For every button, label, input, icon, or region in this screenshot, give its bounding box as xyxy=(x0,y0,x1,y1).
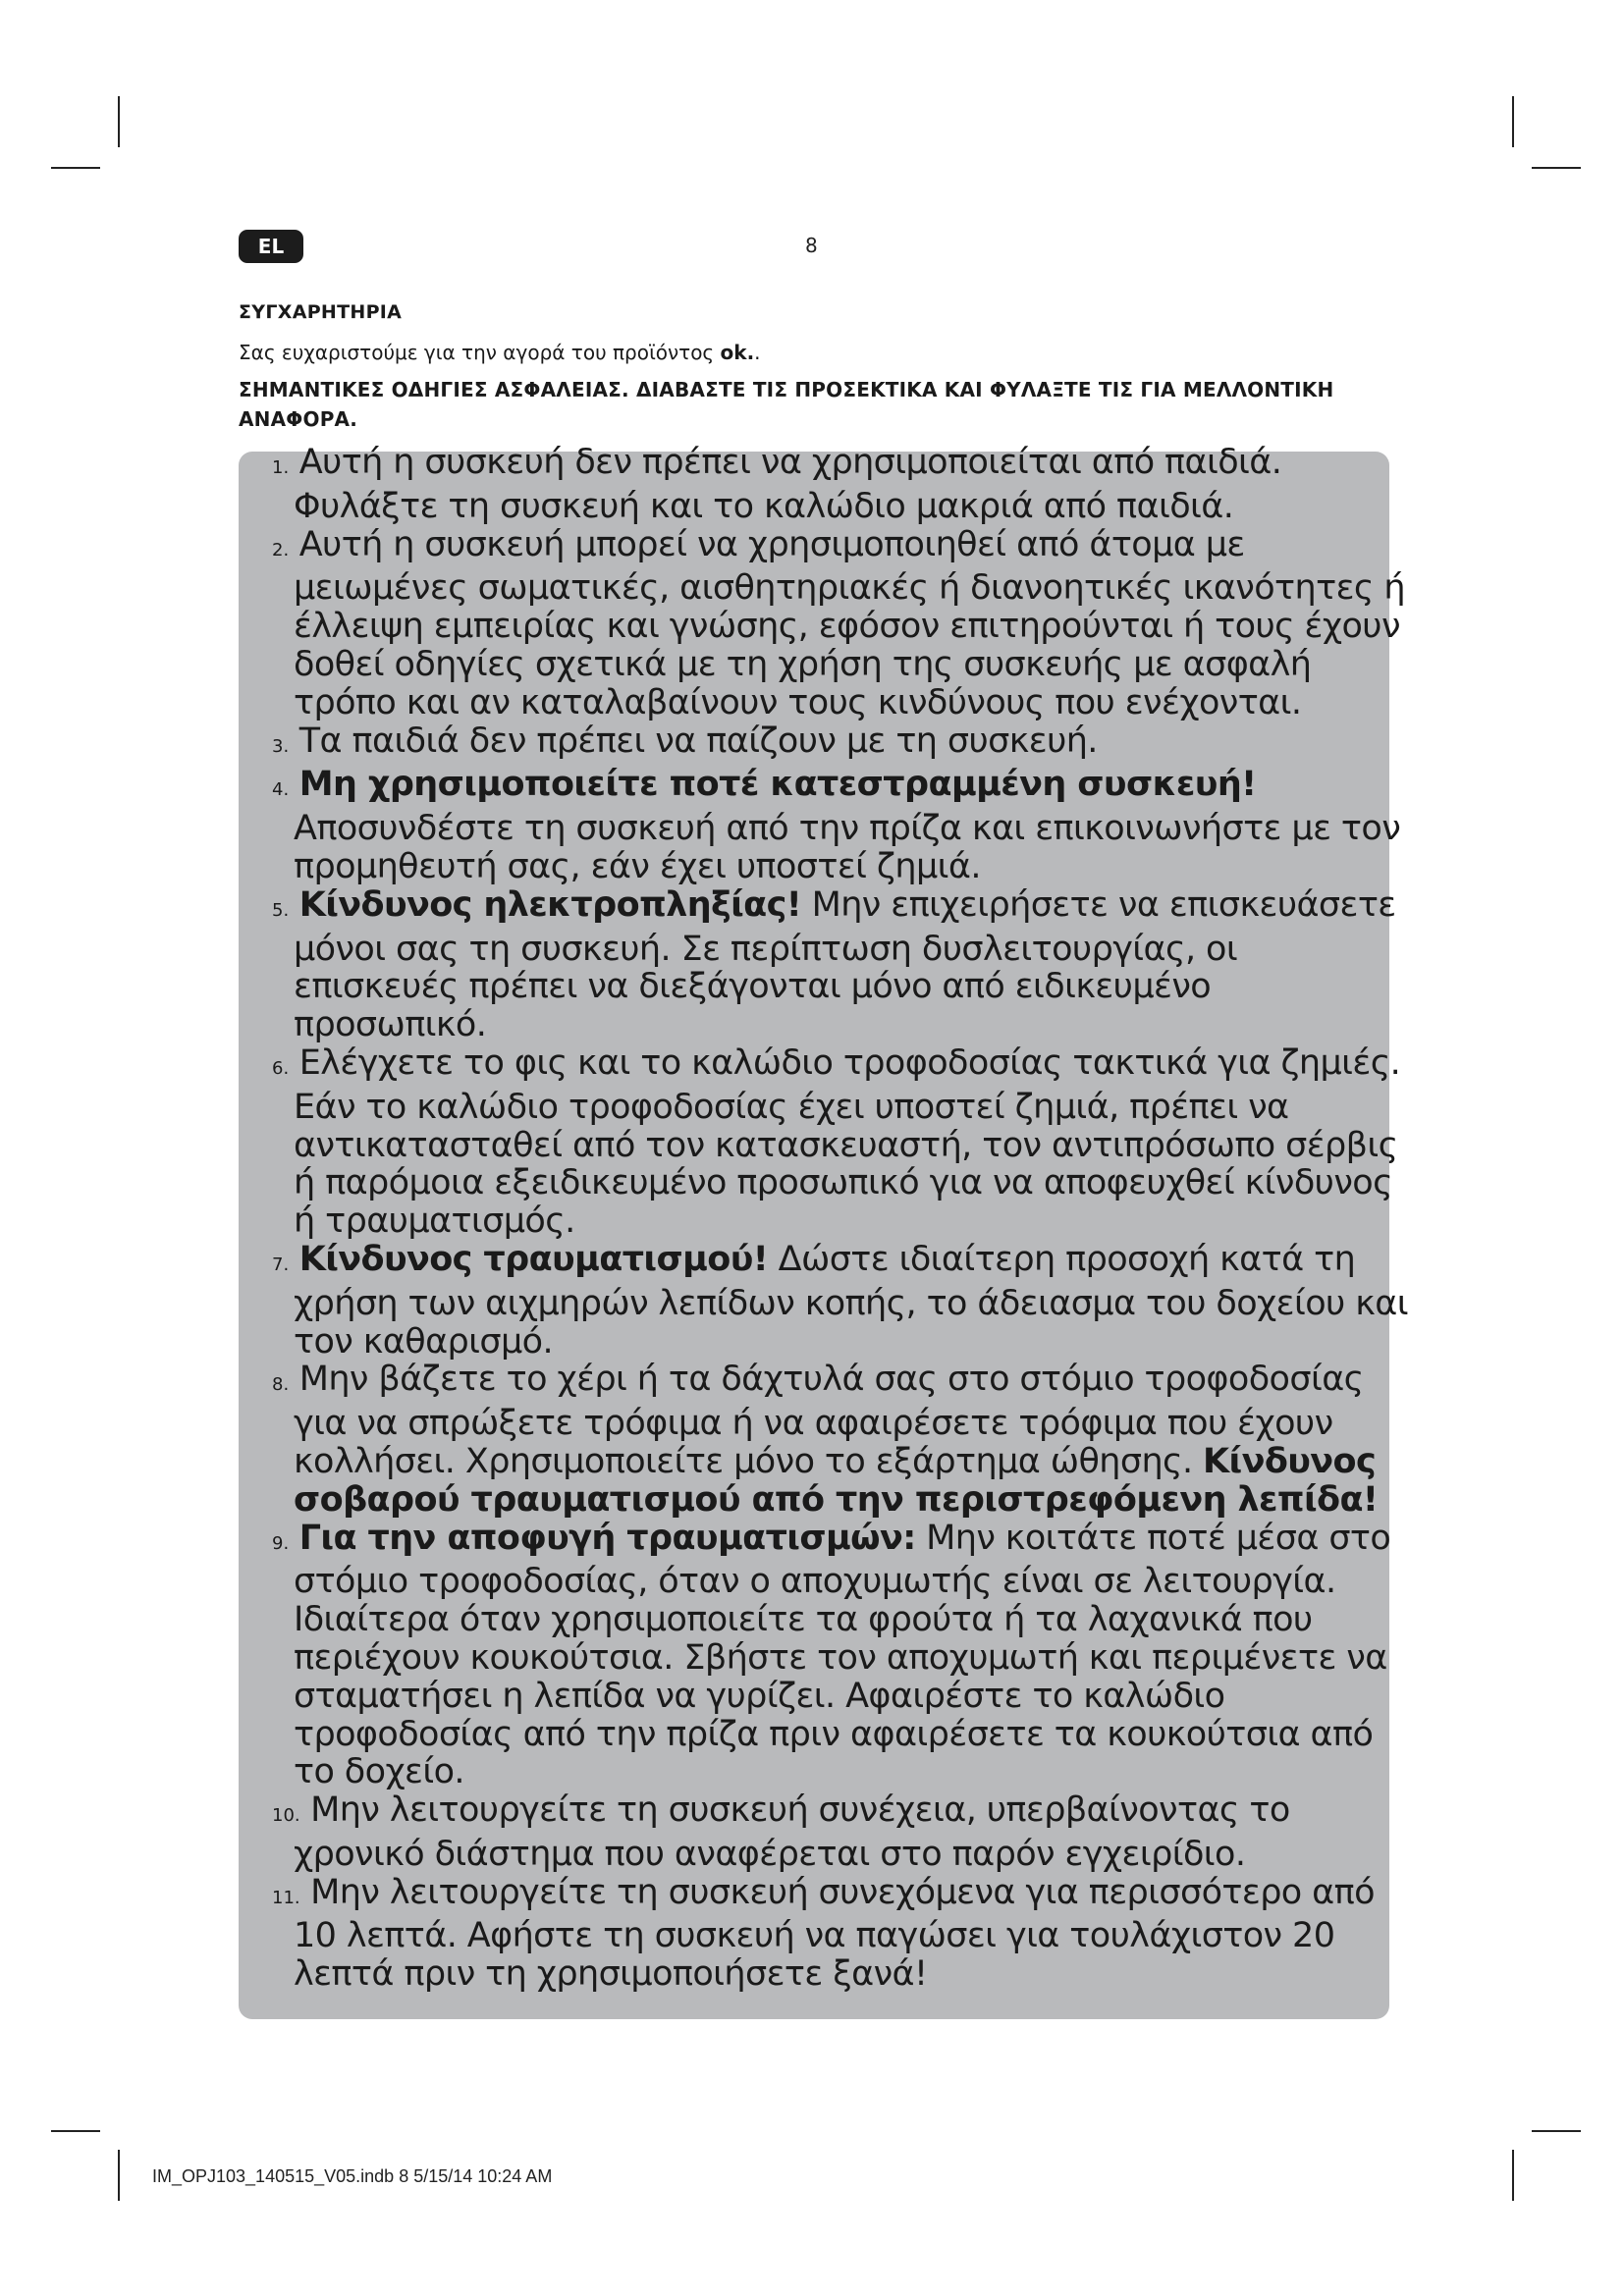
item-text: Μην επιχειρήσετε να επισκευάσετε μόνοι σας τη συσκευή. Σε περίπτωση δυσλειτουργίας, οι επισκευές πρέπει να διεξάγονται μόνο από ειδικευμένο προσωπικό. xyxy=(294,884,1396,1045)
safety-item xyxy=(239,1520,1412,1792)
safety-item xyxy=(239,1361,1412,1519)
crop-mark xyxy=(1532,167,1581,169)
item-body xyxy=(299,721,1098,761)
item-number: 4. xyxy=(272,779,290,801)
item-number: 6. xyxy=(272,1057,290,1079)
safety-item xyxy=(239,526,1412,722)
crop-mark xyxy=(1512,2150,1514,2201)
page-number: 8 xyxy=(805,234,818,257)
item-text: Δώστε ιδιαίτερη προσοχή κατά τη χρήση των αιχμηρών λεπίδων κοπής, το άδειασμα του δοχείου και τον καθαρισμό. xyxy=(294,1239,1408,1362)
safety-list xyxy=(239,444,1412,1994)
item-body xyxy=(294,1790,1290,1874)
item-body xyxy=(294,1519,1390,1792)
item-number: 3. xyxy=(272,735,290,757)
item-body xyxy=(294,1043,1400,1241)
item-body xyxy=(294,1873,1375,1995)
item-text: Μην λειτουργείτε τη συσκευή συνεχόμενα για περισσότερο από 10 λεπτά. Αφήστε τη συσκευή να παγώσει για τουλάχιστον 20 λεπτά πριν τη χρησιμοποιήσετε ξανά! xyxy=(294,1872,1375,1995)
item-text: Ελέγχετε το φις και το καλώδιο τροφοδοσίας τακτικά για ζημιές. Εάν το καλώδιο τροφοδοσίας έχει υποστεί ζημιά, πρέπει να αντικατασταθεί από τον κατασκευαστή, τον αντιπρόσωπο σέρβις ή παρόμοια εξειδικευμένο προσωπικό για να αποφευχθεί κίνδυνος ή τραυματισμός. xyxy=(294,1042,1401,1242)
item-text: Αυτή η συσκευή μπορεί να χρησιμοποιηθεί από άτομα με μειωμένες σωματικές, αισθητηριακές ή διανοητικές ικανότητες ή έλλειψη εμπειρίας και γνώσης, εφόσον επιτηρούνται ή τους έχουν δοθεί οδηγίες σχετικά με τη χρήση της συσκευής με ασφαλή τρόπο και αν καταλαβαίνουν τους κινδύνους που ενέχονται. xyxy=(294,524,1405,722)
thanks-line xyxy=(239,339,761,366)
safety-item xyxy=(239,1791,1412,1874)
thanks-end: . xyxy=(754,341,761,364)
item-body xyxy=(294,885,1396,1044)
item-body xyxy=(294,443,1281,526)
item-text: Αποσυνδέστε τη συσκευή από την πρίζα και επικοινωνήστε με τον προμηθευτή σας, εάν έχει υποστεί ζημιά. xyxy=(294,809,1401,886)
safety-item xyxy=(239,722,1412,767)
item-emphasis-after: Κίνδυνος σοβαρού τραυματισμού από την περιστρεφόμενη λεπίδα! xyxy=(294,1441,1379,1520)
item-number: 5. xyxy=(272,899,290,921)
safety-item xyxy=(239,1874,1412,1994)
item-text: Μην κοιτάτε ποτέ μέσα στο στόμιο τροφοδοσίας, όταν ο αποχυμωτής είναι σε λειτουργία. Ιδιαίτερα όταν χρησιμοποιείτε τα φρούτα ή τα λαχανικά που περιέχουν κουκούτσια. Σβήστε τον αποχυμωτή και περιμένετε να σταματήσει η λεπίδα να γυρίζει. Αφαιρέστε το καλώδιο τροφοδοσίας από την πρίζα πριν αφαιρέσετε τα κουκούτσια από το δοχείο. xyxy=(294,1518,1391,1792)
item-number: 11. xyxy=(272,1887,300,1908)
crop-mark xyxy=(118,2150,120,2201)
item-body xyxy=(294,1360,1378,1519)
brand-name: ok. xyxy=(720,341,755,364)
print-info: IM_OPJ103_140515_V05.indb 8 5/15/14 10:24 AM xyxy=(152,2166,553,2186)
safety-item xyxy=(239,1241,1412,1361)
crop-mark xyxy=(118,96,120,147)
item-body xyxy=(294,525,1405,722)
safety-warning: ΣΗΜΑΝΤΙΚΕΣ ΟΔΗΓΙΕΣ ΑΣΦΑΛΕΙΑΣ. ΔΙΑΒΑΣΤΕ ΤΙΣ ΠΡΟΣΕΚΤΙΚΑ ΚΑΙ ΦΥΛΑΞΤΕ ΤΙΣ ΓΙΑ ΜΕΛΛΟΝΤΙΚΗ ΑΝΑΦΟΡΑ. xyxy=(239,378,1334,431)
safety-item xyxy=(239,1044,1412,1241)
item-number: 1. xyxy=(272,457,290,478)
item-number: 9. xyxy=(272,1532,290,1554)
thanks-text: Σας ευχαριστούμε για την αγορά του προϊόντος xyxy=(239,341,721,364)
item-emphasis: Για την αποφυγή τραυματισμών: xyxy=(298,1518,916,1558)
crop-mark xyxy=(1532,2130,1581,2132)
item-number: 10. xyxy=(272,1805,300,1827)
item-number: 8. xyxy=(272,1374,290,1396)
item-body xyxy=(294,765,1400,886)
language-badge: EL xyxy=(239,230,303,263)
item-emphasis: Κίνδυνος ηλεκτροπληξίας! xyxy=(298,884,802,925)
congratulations-heading: ΣΥΓΧΑΡΗΤΗΡΙΑ xyxy=(239,301,403,323)
safety-item xyxy=(239,886,1412,1044)
safety-item xyxy=(239,444,1412,526)
item-text: Μην λειτουργείτε τη συσκευή συνέχεια, υπερβαίνοντας το χρονικό διάστημα που αναφέρεται στο παρόν εγχειρίδιο. xyxy=(294,1790,1290,1874)
safety-item xyxy=(239,766,1412,885)
item-text: Τα παιδιά δεν πρέπει να παίζουν με τη συσκευή. xyxy=(298,721,1098,761)
item-text: Μην βάζετε το χέρι ή τα δάχτυλά σας στο στόμιο τροφοδοσίας για να σπρώξετε τρόφιμα ή να αφαιρέσετε τρόφιμα που έχουν κολλήσει. Χρησιμοποιείτε μόνο το εξάρτημα ώθησης. xyxy=(294,1360,1364,1481)
item-emphasis: Μη χρησιμοποιείτε ποτέ κατεστραμμένη συσκευή! xyxy=(298,765,1257,805)
item-emphasis: Κίνδυνος τραυματισμού! xyxy=(298,1239,769,1279)
crop-mark xyxy=(51,167,100,169)
item-body xyxy=(294,1240,1408,1362)
crop-mark xyxy=(51,2130,100,2132)
item-number: 7. xyxy=(272,1254,290,1275)
crop-mark xyxy=(1512,96,1514,147)
item-number: 2. xyxy=(272,539,290,561)
item-text: Αυτή η συσκευή δεν πρέπει να χρησιμοποιείται από παιδιά. Φυλάξτε τη συσκευή και το καλώδιο μακριά από παιδιά. xyxy=(294,443,1282,526)
